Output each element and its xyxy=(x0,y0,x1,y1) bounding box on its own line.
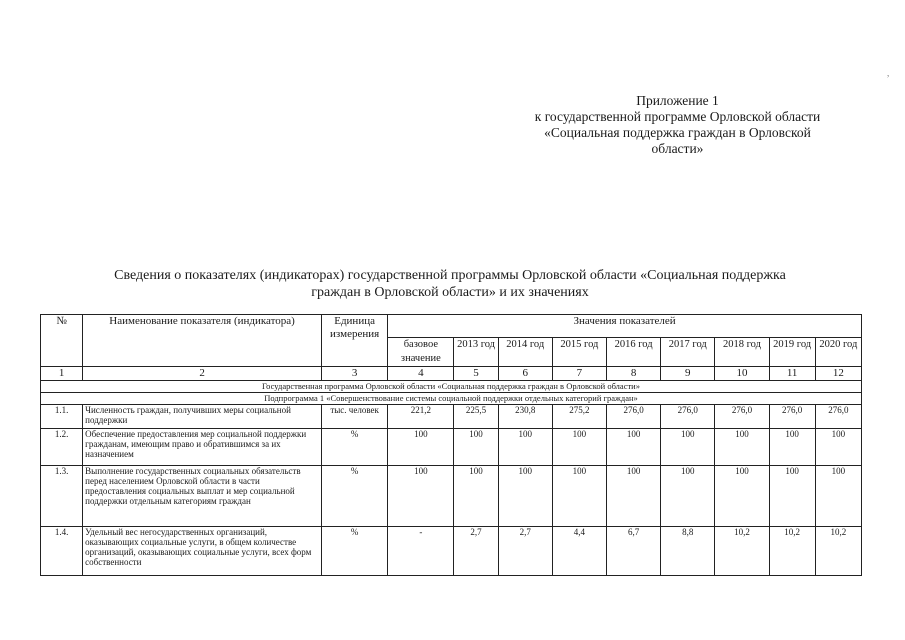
table-row xyxy=(41,429,862,466)
row-num: 1.1. xyxy=(41,405,83,429)
header-year: 2013 год xyxy=(454,338,498,367)
row-unit: тыс. человек xyxy=(322,405,388,429)
header-name: Наименование показателя (индикатора) xyxy=(83,315,322,367)
row-value: 276,0 xyxy=(815,405,861,429)
header-row xyxy=(41,315,862,338)
row-value: 100 xyxy=(388,466,454,527)
subprogram-row xyxy=(41,393,862,405)
row-value: 276,0 xyxy=(715,405,769,429)
header-year: 2016 год xyxy=(607,338,661,367)
row-value: 225,5 xyxy=(454,405,498,429)
column-number: 12 xyxy=(815,367,861,381)
program-title: Государственная программа Орловской области «Социальная поддержка граждан в Орловской области» xyxy=(41,381,862,393)
document-title-line-1: Сведения о показателях (индикаторах) государственной программы Орловской области «Социальная поддержка xyxy=(114,268,786,283)
table-row xyxy=(41,466,862,527)
table-row xyxy=(41,527,862,576)
row-unit: % xyxy=(322,466,388,527)
column-number: 11 xyxy=(769,367,815,381)
header-year: 2020 год xyxy=(815,338,861,367)
row-unit: % xyxy=(322,527,388,576)
row-value: 100 xyxy=(454,429,498,466)
appendix-line-4: области» xyxy=(651,141,704,156)
header-year: 2019 год xyxy=(769,338,815,367)
row-value: 10,2 xyxy=(769,527,815,576)
appendix-line-3: «Социальная поддержка граждан в Орловской xyxy=(544,125,811,140)
appendix-line-1: Приложение 1 xyxy=(636,93,719,108)
header-num: № xyxy=(41,315,83,367)
row-name: Обеспечение предоставления мер социальной поддержки гражданам, имеющим право и обратившимся за их назначением xyxy=(83,429,322,466)
header-year: 2017 год xyxy=(661,338,715,367)
row-name: Выполнение государственных социальных обязательств перед населением Орловской области в части предоставления социальных выплат и мер социальной поддержки отдельным категориям граждан xyxy=(83,466,322,527)
row-value: 221,2 xyxy=(388,405,454,429)
row-value: 100 xyxy=(715,429,769,466)
row-value: 8,8 xyxy=(661,527,715,576)
row-value: 100 xyxy=(769,429,815,466)
column-number: 2 xyxy=(83,367,322,381)
row-value: 10,2 xyxy=(815,527,861,576)
column-number: 4 xyxy=(388,367,454,381)
program-row xyxy=(41,381,862,393)
row-value: 100 xyxy=(552,429,606,466)
row-value: 100 xyxy=(815,429,861,466)
row-name: Численность граждан, получивших меры социальной поддержки xyxy=(83,405,322,429)
row-num: 1.4. xyxy=(41,527,83,576)
row-value: 2,7 xyxy=(498,527,552,576)
header-values: Значения показателей xyxy=(388,315,862,338)
header-unit: Единица измерения xyxy=(322,315,388,367)
header-year: 2018 год xyxy=(715,338,769,367)
column-number: 1 xyxy=(41,367,83,381)
row-unit: % xyxy=(322,429,388,466)
row-value: 100 xyxy=(498,466,552,527)
row-num: 1.2. xyxy=(41,429,83,466)
column-number: 7 xyxy=(552,367,606,381)
row-value: 100 xyxy=(607,466,661,527)
row-value: 6,7 xyxy=(607,527,661,576)
column-number: 9 xyxy=(661,367,715,381)
row-value: 2,7 xyxy=(454,527,498,576)
row-num: 1.3. xyxy=(41,466,83,527)
row-value: 100 xyxy=(498,429,552,466)
indicators-table xyxy=(40,314,862,576)
scan-mark: , xyxy=(887,68,890,78)
row-value: 100 xyxy=(552,466,606,527)
row-value: 230,8 xyxy=(498,405,552,429)
row-value: 100 xyxy=(769,466,815,527)
table-row xyxy=(41,405,862,429)
column-numbers-row xyxy=(41,367,862,381)
row-value: 100 xyxy=(815,466,861,527)
row-value: 275,2 xyxy=(552,405,606,429)
row-value: - xyxy=(388,527,454,576)
row-value: 276,0 xyxy=(607,405,661,429)
column-number: 3 xyxy=(322,367,388,381)
row-value: 100 xyxy=(661,429,715,466)
subprogram-title: Подпрограмма 1 «Совершенствование системы социальной поддержки отдельных категорий граждан» xyxy=(41,393,862,405)
row-value: 4,4 xyxy=(552,527,606,576)
row-value: 100 xyxy=(715,466,769,527)
column-number: 10 xyxy=(715,367,769,381)
header-year: 2015 год xyxy=(552,338,606,367)
row-value: 100 xyxy=(454,466,498,527)
row-value: 100 xyxy=(388,429,454,466)
column-number: 5 xyxy=(454,367,498,381)
row-name: Удельный вес негосударственных организаций, оказывающих социальные услуги, в общем количестве организаций, оказывающих социальные услуги, всех форм собственности xyxy=(83,527,322,576)
column-number: 6 xyxy=(498,367,552,381)
row-value: 100 xyxy=(607,429,661,466)
header-year: 2014 год xyxy=(498,338,552,367)
appendix-line-2: к государственной программе Орловской области xyxy=(534,109,821,124)
document-title-line-2: граждан в Орловской области» и их значениях xyxy=(311,285,589,300)
row-value: 276,0 xyxy=(661,405,715,429)
row-value: 276,0 xyxy=(769,405,815,429)
row-value: 100 xyxy=(661,466,715,527)
appendix-heading xyxy=(500,93,855,157)
document-title xyxy=(40,267,860,301)
header-year: базовое значение xyxy=(388,338,454,367)
column-number: 8 xyxy=(607,367,661,381)
row-value: 10,2 xyxy=(715,527,769,576)
